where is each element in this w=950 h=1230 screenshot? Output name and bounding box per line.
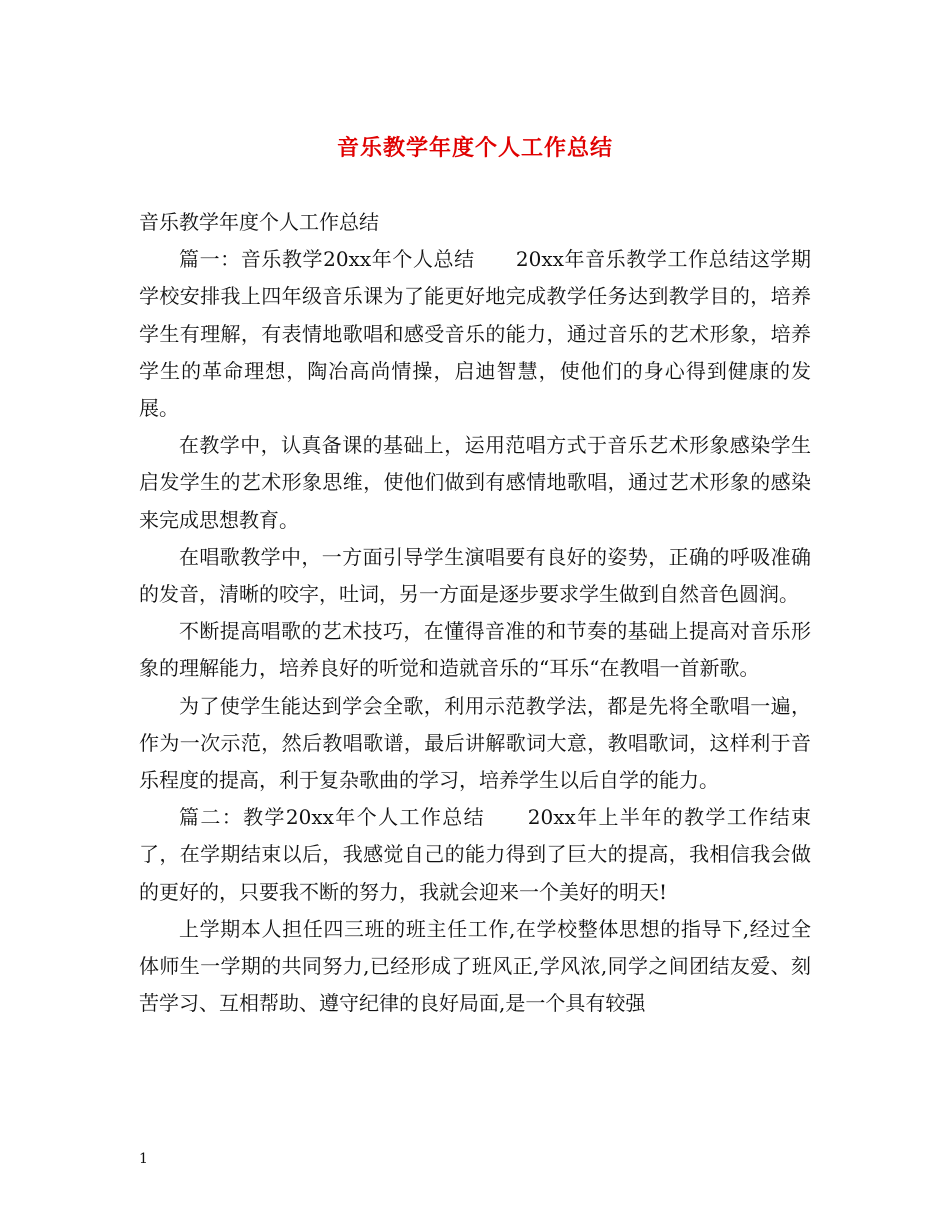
paragraph: 音乐教学年度个人工作总结	[139, 210, 379, 234]
paragraph: 篇一：音乐教学20xx年个人总结 20xx年音乐教学工作总结这学期学校安排我上四年级音乐课为了能更好地完成教学任务达到教学目的，培养学生有理解，有表情地歌唱和感受音乐的能力，通过音乐的艺术形象，培养学生的革命理想，陶冶高尚情操，启迪智慧，使他们的身心得到健康的发展。	[139, 247, 811, 421]
paragraph: 在唱歌教学中，一方面引导学生演唱要有良好的姿势，正确的呼吸准确的发音，清晰的咬字，吐词，另一方面是逐步要求学生做到自然音色圆润。	[139, 544, 811, 607]
page-number: 1	[139, 1151, 148, 1167]
paragraph: 篇二：教学20xx年个人工作总结 20xx年上半年的教学工作结束了，在学期结束以后，我感觉自己的能力得到了巨大的提高，我相信我会做的更好的，只要我不断的努力，我就会迎来一个美好的明天!	[139, 805, 811, 904]
document-body	[139, 204, 811, 1022]
paragraph: 不断提高唱歌的艺术技巧，在懂得音准的和节奏的基础上提高对音乐形象的理解能力，培养良好的听觉和造就音乐的“耳乐“在教唱一首新歌。	[139, 619, 811, 681]
paragraph: 为了使学生能达到学会全歌，利用示范教学法，都是先将全歌唱一遍，作为一次示范，然后教唱歌谱，最后讲解歌词大意，教唱歌词，这样利于音乐程度的提高，利于复杂歌曲的学习，培养学生以后自学的能力。	[139, 693, 811, 793]
document-title: 音乐教学年度个人工作总结	[336, 135, 613, 161]
paragraph: 上学期本人担任四三班的班主任工作,在学校整体思想的指导下,经过全体师生一学期的共同努力,已经形成了班风正,学风浓,同学之间团结友爱、刻苦学习、互相帮助、遵守纪律的良好局面,是一个具有较强	[139, 916, 811, 1016]
paragraph: 在教学中，认真备课的基础上，运用范唱方式于音乐艺术形象感染学生启发学生的艺术形象思维，使他们做到有感情地歌唱，通过艺术形象的感染来完成思想教育。	[139, 433, 811, 532]
